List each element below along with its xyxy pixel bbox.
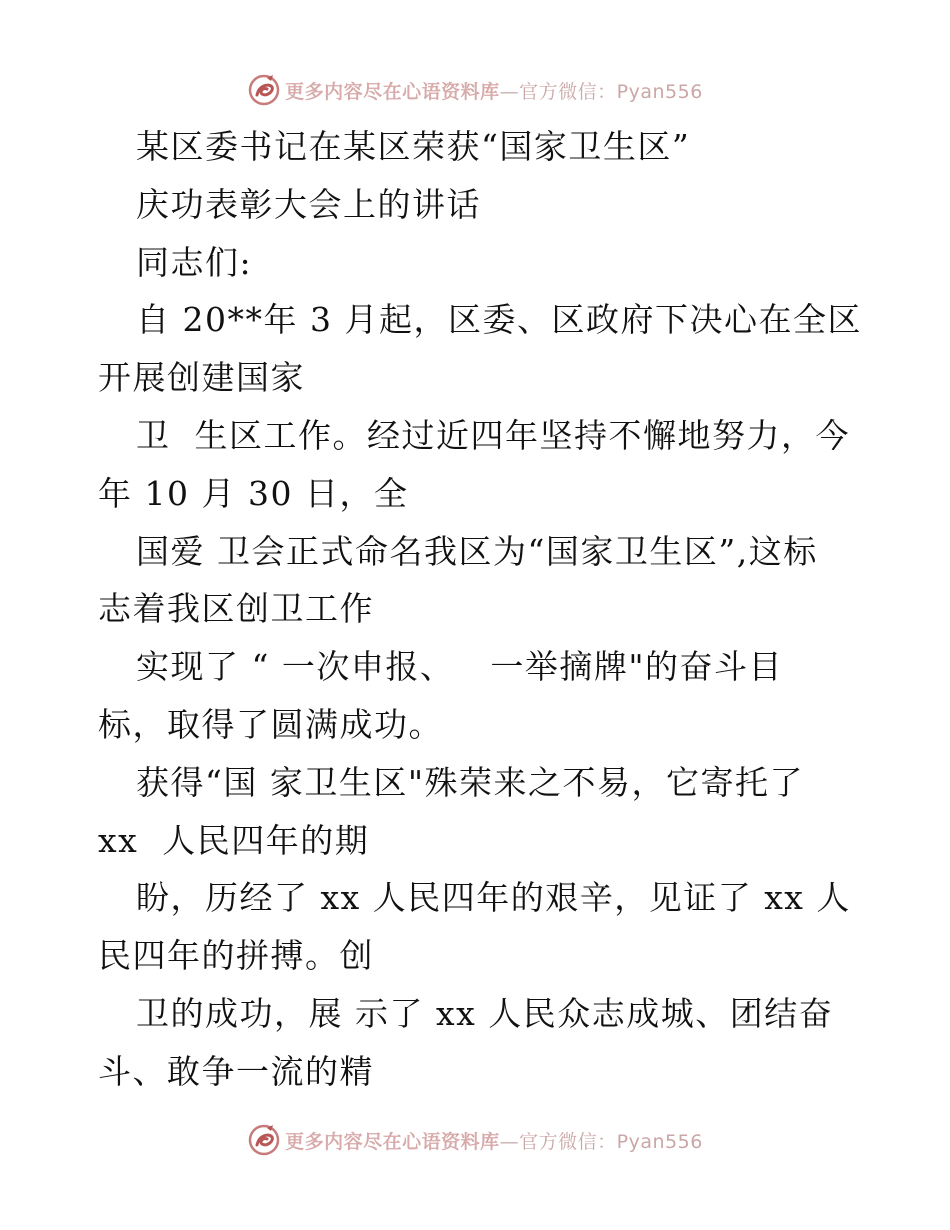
doc-line-title-2: 庆功表彰大会上的讲话 (136, 184, 481, 224)
doc-line: 卫 生区工作。经过近四年坚持不懈地努力，今 (136, 415, 850, 455)
doc-line: 标，取得了圆满成功。 (98, 704, 443, 744)
document-body (98, 118, 862, 1101)
banner-dash: — (499, 1130, 520, 1153)
doc-line: 盼，历经了 xx 人民四年的艰辛，见证了 xx 人 (136, 878, 851, 918)
swirl-logo-icon (247, 1123, 281, 1157)
banner-text (285, 1127, 703, 1154)
swirl-logo-icon (247, 73, 281, 107)
banner-wechat-text: 官方微信：Pyan556 (519, 80, 703, 103)
doc-line: 民四年的拼搏。创 (98, 936, 374, 976)
banner-wechat-text: 官方微信：Pyan556 (519, 1130, 703, 1153)
doc-line: 获得“国 家卫生区"殊荣来之不易，它寄托了 (136, 762, 805, 802)
banner-dash: — (499, 80, 520, 103)
header-banner (0, 70, 950, 110)
doc-line: 国爱 卫会正式命名我区为“国家卫生区”,这标 (136, 531, 818, 571)
doc-line: 自 20**年 3 月起，区委、区政府下决心在全区 (136, 300, 862, 340)
doc-line: 年 10 月 30 日，全 (98, 473, 409, 513)
doc-line-title-1: 某区委书记在某区荣获“国家卫生区” (136, 127, 691, 166)
footer-banner (0, 1120, 950, 1160)
doc-line: 卫的成功，展 示了 xx 人民众志成城、团结奋 (136, 993, 834, 1033)
doc-line-salutation: 同志们: (136, 242, 253, 282)
banner-text (285, 77, 703, 104)
doc-line: 实现了 “ 一次申报、 一举摘牌"的奋斗目 (136, 647, 783, 687)
doc-line: xx 人民四年的期 (98, 820, 370, 860)
doc-line: 开展创建国家 (98, 358, 305, 398)
doc-line: 志着我区创卫工作 (98, 589, 374, 629)
banner-main-text: 更多内容尽在心语资料库 (285, 1130, 500, 1153)
banner-main-text: 更多内容尽在心语资料库 (285, 80, 500, 103)
doc-line: 斗、敢争一流的精 (98, 1051, 374, 1091)
